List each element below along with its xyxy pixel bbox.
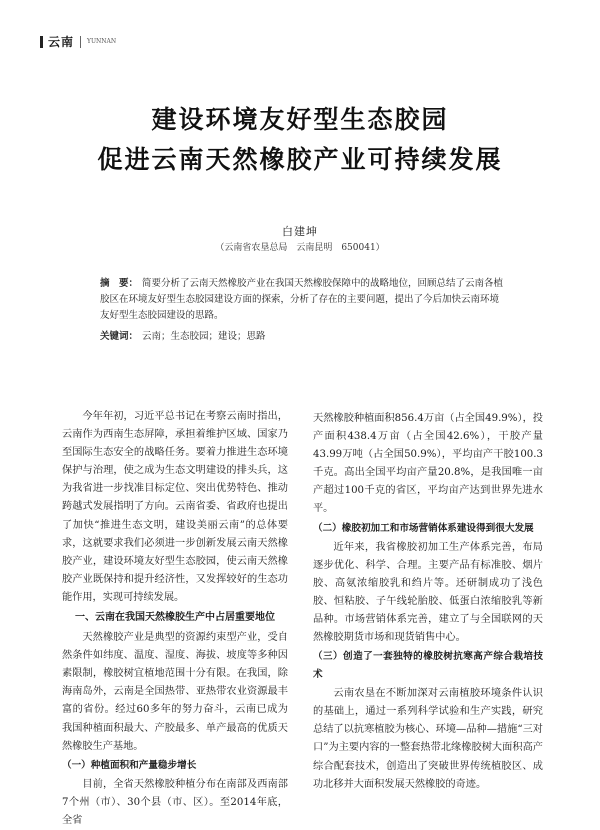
author-affiliation: （云南省农垦总局 云南昆明 650041） — [215, 243, 385, 253]
subsection-2-paragraph: 近年来，我省橡胶初加工生产体系完善，布局逐步优化、科学、合理。主要产品有标准胶、烟片胶、高氨浓缩胶乳和绉片等。还研制成功了浅色胶、恒粘胶、子午线轮胎胶、低蛋白浓缩胶乳等新品种。市场营销体系完善，建立了与全国联网的天然橡胶期货市场和现货销售中心。 — [313, 541, 543, 644]
section-heading-1: 一、云南在我国天然橡胶生产中占居重要地位 — [75, 612, 275, 624]
keywords-text: 云南；生态胶园；建设；思路 — [142, 331, 266, 342]
left-column — [62, 408, 288, 830]
author-name: 白建坤 — [282, 225, 318, 238]
abstract-text: 简要分析了云南天然橡胶产业在我国天然橡胶保障中的战略地位，回顾总结了云南各植胶区在环境友好型生态胶园建设方面的探索，分析了存在的主要问题，提出了今后加快云南环境友好型生态胶园建设的思路。 — [100, 278, 504, 321]
keywords-label: 关键词： — [100, 331, 139, 342]
section-title: 云南 — [48, 35, 75, 49]
subsection-heading-3: （三）创造了一套独特的橡胶树抗寒高产综合栽培技术 — [313, 651, 543, 681]
section-subtitle: YUNNAN — [87, 38, 117, 45]
subsection-heading-1: （一）种植面积和产量稳步增长 — [62, 759, 197, 771]
section-1-paragraph: 天然橡胶产业是典型的资源约束型产业，受自然条件如纬度、温度、湿度、海拔、坡度等多种因素限制，橡胶树宜植地范围十分有限。在我国，除海南岛外，云南是全国热带、亚热带农业资源最丰富的省份。经过60多年的努力奋斗，云南已成为我国种植面积最大、产胶最多、单产最高的优质天然橡胶生产基地。 — [62, 632, 288, 752]
subsection-3-paragraph: 云南农垦在不断加深对云南植胶环境条件认识的基础上，通过一系列科学试验和生产实践，研究总结了以抗寒植胶为核心、环境—品种—措施“三对口”为主要内容的一整套热带北缘橡胶树大面积高产综合配套技术，创造出了突破世界传统植胶区、成功北移并大面积发展天然橡胶的奇迹。 — [313, 688, 543, 790]
continued-paragraph: 天然橡胶种植面积856.4万亩（占全国49.9%），投产面积438.4万亩（占全国42.6%），干胶产量43.99万吨（占全国50.9%），平均亩产干胶100.3千克。高出全国平均亩产量20.8%，是我国唯一亩产超过100千克的省区，平均亩产达到世界先进水平。 — [313, 413, 543, 515]
abstract-label: 摘 要： — [100, 278, 139, 289]
section-divider — [80, 36, 81, 48]
subsection-1-paragraph: 目前，全省天然橡胶种植分布在南部及西南部7个州（市）、30个县（市、区）。至2014年底，全省 — [62, 778, 288, 826]
keywords — [100, 328, 505, 342]
article-title-line-2: 促进云南天然橡胶产业可持续发展 — [97, 145, 503, 174]
right-column — [313, 410, 543, 794]
abstract — [100, 276, 505, 324]
section-header — [40, 33, 116, 50]
section-bar-marker — [40, 36, 43, 48]
intro-paragraph: 今年年初，习近平总书记在考察云南时指出，云南作为西南生态屏障，承担着维护区域、国家乃至国际生态安全的战略任务。要着力推进生态环境保护与治理，使之成为生态文明建设的排头兵，这为我省进一步找准目标定位、突出优势特色、推动跨越式发展指明了方向。云南省委、省政府也提出了加快“推进生态文明，建设美丽云南”的总体要求，这就要求我们必须进一步创新发展云南天然橡胶产业，建设环境友好型生态胶园，使云南天然橡胶产业既保持和提升经济性，又发挥较好的生态功能作用，实现可持续发展。 — [62, 411, 288, 603]
article-title-line-1: 建设环境友好型生态胶园 — [151, 105, 449, 134]
subsection-heading-2: （二）橡胶初加工和市场营销体系建设得到很大发展 — [313, 522, 534, 534]
